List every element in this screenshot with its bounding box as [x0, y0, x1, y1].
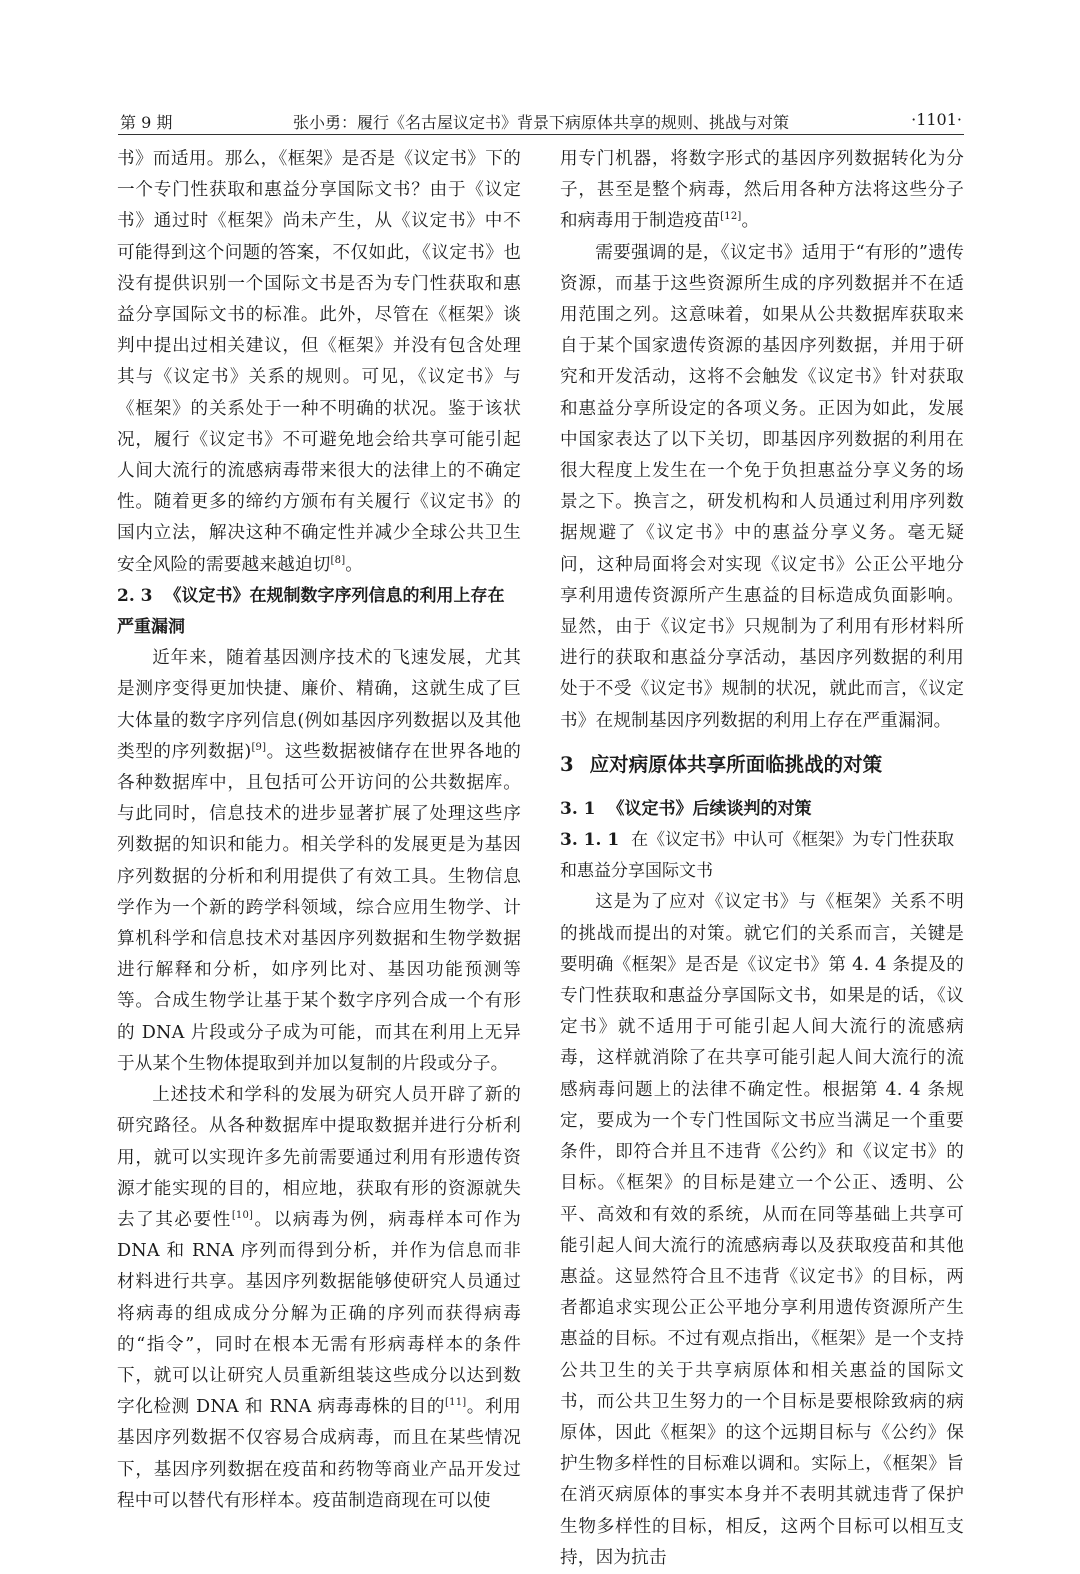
- left-column: [117, 144, 521, 1517]
- running-header: [118, 104, 964, 135]
- paragraph: [117, 1080, 521, 1517]
- paragraph-text: 这是为了应对《议定书》与《框架》关系不明的挑战而提出的对策。就它们的关系而言，关键是要明确《框架》是否是《议定书》第 4. 4 条提及的专门性获取和惠益分享国际文书，如果是的话，《议定书》就不适用于可能引起人间大流行的流感病毒，这样就消除了在共享可能引起人间大流行的流感病毒问题上的法律不确定性。根据第 4. 4 条规定，要成为一个专门性国际文书应当满足一个重要条件，即符合并且不违背《公约》和《议定书》的目标。《框架》的目标是建立一个公正、透明、公平、高效和有效的系统，从而在同等基础上共享可能引起人间大流行的流感病毒以及获取疫苗和其他惠益。这显然符合且不违背《议定书》的目标，两者都追求实现公正公平地分享利用遗传资源所产生惠益的目标。不过有观点指出，《框架》是一个支持公共卫生的关于共享病原体和相关惠益的国际文书，而公共卫生努力的一个目标是要根除致病的病原体，因此《框架》的这个远期目标与《公约》保护生物多样性的目标难以调和。实际上，《框架》旨在消灭病原体的事实本身并不表明其就违背了保护生物多样性的目标，相反，这两个目标可以相互支持，因为抗击: [560, 892, 964, 1568]
- paragraph-text: 书》而适用。那么，《框架》是否是《议定书》下的一个专门性获取和惠益分享国际文书？由于《议定书》通过时《框架》尚未产生，从《议定书》中不可能得到这个问题的答案，不仅如此，《议定书》也没有提供识别一个国际文书是否为专门性获取和惠益分享国际文书的标准。此外，尽管在《框架》谈判中提出过相关建议，但《框架》并没有包含处理其与《议定书》关系的规则。可见，《议定书》与《框架》的关系处于一种不明确的状况。鉴于该状况，履行《议定书》不可避免地会给共享可能引起人间大流行的流感病毒带来很大的法律上的不确定性。随着更多的缔约方颁布有关履行《议定书》的国内立法，解决这种不确定性并减少全球公共卫生安全风险的需要越来越迫切: [117, 149, 521, 575]
- paragraph: [117, 144, 521, 581]
- citation: [8]: [330, 554, 346, 566]
- section-heading-3-1: [560, 794, 964, 825]
- citation: [11]: [445, 1397, 467, 1409]
- section-number: 3. 1: [560, 798, 596, 819]
- paragraph-text: 近年来，随着基因测序技术的飞速发展，尤其是测序变得更加快捷、廉价、精确，这就生成了巨大体量的数字序列信息(例如基因序列数据以及其他类型的序列数据): [117, 648, 521, 762]
- right-column: [560, 144, 964, 1574]
- paragraph-text: 。这些数据被储存在世界各地的各种数据库中，且包括可公开访问的公共数据库。与此同时，信息技术的进步显著扩展了处理这些序列数据的知识和能力。相关学科的发展更是为基因序列数据的分析和利用提供了有效工具。生物信息学作为一个新的跨学科领域，综合应用生物学、计算机科学和信息技术对基因序列数据和生物学数据进行解释和分析，如序列比对、基因功能预测等等。合成生物学让基于某个数字序列合成一个有形的 DNA 片段或分子成为可能，而其在利用上无异于从某个生物体提取到并加以复制的片段或分子。: [117, 741, 521, 1074]
- section-title: 《议定书》在规制数字序列信息的利用上存在严重漏洞: [117, 585, 505, 638]
- paragraph: [560, 887, 964, 1573]
- paragraph-text: 上述技术和学科的发展为研究人员开辟了新的研究路径。从各种数据库中提取数据并进行分析利用，就可以实现许多先前需要通过利用有形遗传资源才能实现的目的，相应地，获取有形的资源就失去了其必要性: [117, 1085, 521, 1230]
- page-number: ·1101·: [911, 110, 962, 129]
- paragraph-text: 。以病毒为例，病毒样本可作为 DNA 和 RNA 序列而得到分析，并作为信息而非材料进行共享。基因序列数据能够使研究人员通过将病毒的组成成分分解为正确的序列而获得病毒的“指令”，同时在根本无需有形病毒样本的条件下，就可以让研究人员重新组装这些成分以达到数字化检测 DNA 和 RNA 病毒毒株的目的: [117, 1209, 522, 1418]
- section-number: 3: [560, 752, 574, 776]
- paragraph-text: 。: [741, 211, 760, 232]
- paragraph-text: 。利用基因序列数据不仅容易合成病毒，而且在某些情况下，基因序列数据在疫苗和药物等商业产品开发过程中可以替代有形样本。疫苗制造商现在可以使: [117, 1397, 521, 1511]
- section-number: 3. 1. 1: [560, 830, 620, 851]
- citation: [10]: [231, 1210, 254, 1222]
- paragraph-text: 用专门机器，将数字形式的基因序列数据转化为分子，甚至是整个病毒，然后用各种方法将这些分子和病毒用于制造疫苗: [560, 149, 964, 232]
- section-number: 2. 3: [117, 585, 153, 606]
- issue-number: 第 9 期: [120, 113, 173, 132]
- paragraph-text: 需要强调的是，《议定书》适用于“有形的”遗传资源，而基于这些资源所生成的序列数据并不在适用范围之列。这意味着，如果从公共数据库获取来自于某个国家遗传资源的基因序列数据，并用于研究和开发活动，这将不会触发《议定书》针对获取和惠益分享所设定的各项义务。正因为如此，发展中国家表达了以下关切，即基因序列数据的利用在很大程度上发生在一个免于负担惠益分享义务的场景之下。换言之，研发机构和人员通过利用序列数据规避了《议定书》中的惠益分享义务。毫无疑问，这种局面将会对实现《议定书》公正公平地分享利用遗传资源所产生惠益的目标造成负面影响。显然，由于《议定书》只规制为了利用有形材料所进行的获取和惠益分享活动，基因序列数据的利用处于不受《议定书》规制的状况，就此而言，《议定书》在规制基因序列数据的利用上存在严重漏洞。: [560, 242, 964, 731]
- paragraph-text: 。: [345, 554, 364, 575]
- section-title: 在《议定书》中认可《框架》为专门性获取和惠益分享国际文书: [560, 830, 955, 882]
- section-title: 应对病原体共享所面临挑战的对策: [589, 752, 883, 776]
- citation: [12]: [720, 211, 742, 223]
- paragraph: [117, 643, 521, 1080]
- section-title: 《议定书》后续谈判的对策: [607, 798, 812, 819]
- running-title: 张小勇：履行《名古屋议定书》背景下病原体共享的规则、挑战与对策: [292, 113, 789, 132]
- section-heading-3: [560, 749, 964, 780]
- citation: [9]: [251, 742, 267, 753]
- paragraph: [560, 144, 964, 238]
- section-heading-3-1-1: [560, 825, 964, 887]
- section-heading-2-3: [117, 581, 521, 643]
- paragraph: [560, 238, 964, 737]
